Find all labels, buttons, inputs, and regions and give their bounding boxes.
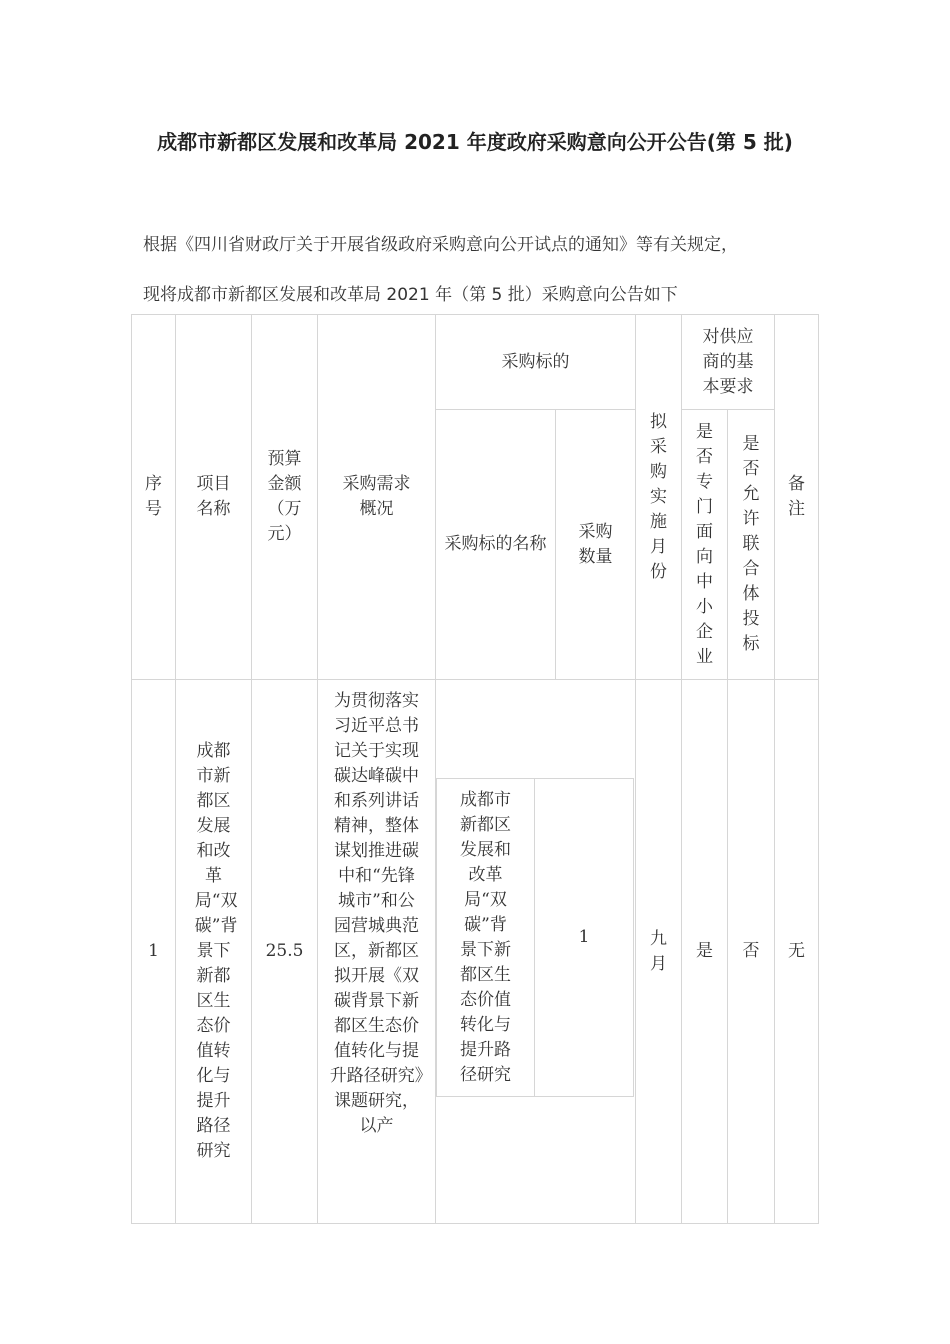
header-target-quantity: 采购数量 [578,521,613,567]
header-supplier-requirements: 对供应商的基本要求 [702,326,754,397]
row-project-name: 成都市新都区发展和改革局“双碳”背景下新都区生态价值转化与提升路径研究 [194,741,238,1161]
header-project-name: 项目名称 [196,474,231,519]
row-consortium-allowed: 否 [742,941,760,961]
intro-line-2: 现将成都市新都区发展和改革局 2021 年（第 5 批）采购意向公告如下 [143,285,678,305]
header-procurement-target: 采购标的 [501,351,570,372]
header-consortium-allowed: 是否允许联合体投标 [742,434,760,654]
row-seq: 1 [148,941,159,961]
header-demand-overview: 采购需求概况 [342,474,411,519]
header-sme-only: 是否专门面向中小企业 [696,421,713,667]
table-row [132,680,175,1223]
target-inner-table [436,778,634,1097]
row-budget: 25.5 [265,941,304,961]
intro-line-1: 根据《四川省财政厅关于开展省级政府采购意向公开试点的通知》等有关规定， [143,235,738,255]
row-demand-overview: 为贯彻落实习近平总书记关于实现碳达峰碳中和系列讲话精神，整体谋划推进碳中和“先锋城市”和公园营城典范区，新都区拟开展《双碳背景下新都区生态价值转化与提升路径研究》课题研究，以产 [329,691,424,1136]
header-budget: 预算金额（万元） [267,449,302,544]
row-sme-only: 是 [696,941,713,961]
header-remarks: 备注 [788,474,805,519]
header-target-name: 采购标的名称 [444,534,547,554]
document-title: 成都市新都区发展和改革局 2021 年度政府采购意向公开公告(第 5 批) [157,130,793,154]
row-target-name: 成都市新都区发展和改革局“双碳”背景下新都区生态价值转化与提升路径研究 [460,789,511,1085]
row-remarks: 无 [788,941,805,961]
row-planned-month: 九月 [650,928,667,974]
row-target-quantity: 1 [578,927,590,947]
procurement-table [131,314,819,1224]
header-seq: 序号 [145,474,162,519]
header-planned-month: 拟采购实施月份 [650,411,667,582]
